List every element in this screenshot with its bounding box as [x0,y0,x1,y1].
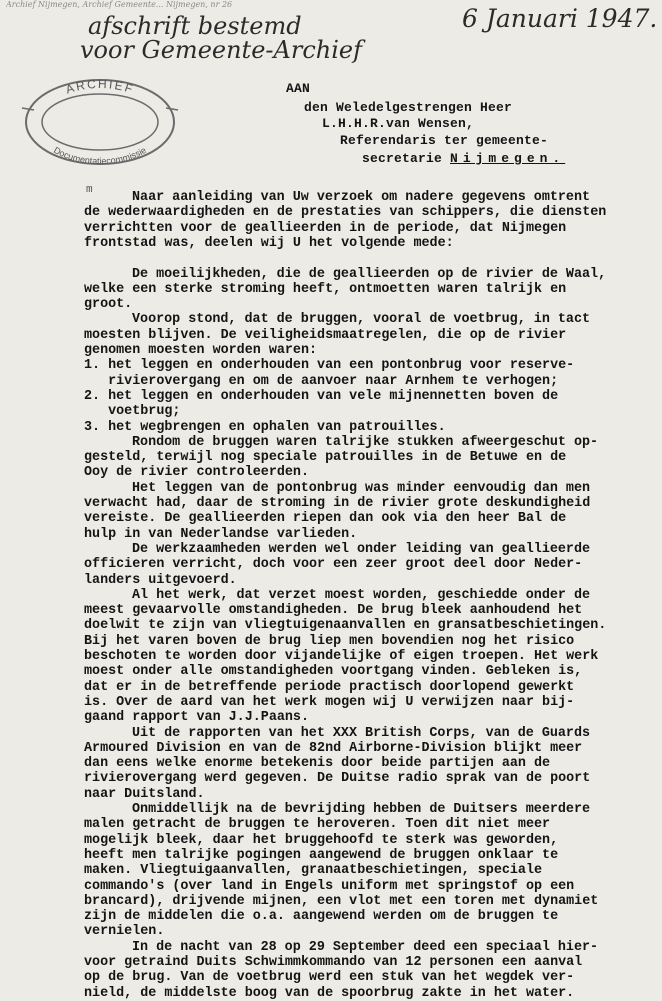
letter-line: Uit de rapporten van het XXX British Corps, van de Guards [132,725,591,741]
letter-line: doelwit te zijn van vliegtuigenaanvallen en gransatbeschietingen. [84,618,607,634]
letter-line: gaand rapport van J.J.Paans. [84,710,309,726]
letter-line: commando's (over land in Engels uniform met springstof op een [84,878,575,894]
archive-stamp [20,72,180,172]
letter-line: Bij het varen boven de brug liep men bovendien nog het risico [84,633,575,649]
letter-line: gesteld, terwijl nog speciale patrouilles in de Betuwe en de [84,450,567,466]
letter-line: Het leggen van de pontonbrug was minder eenvoudig dan men [132,480,591,496]
letter-line: heeft men talrijke pogingen aangewend de bruggen onklaar te [84,847,559,863]
letter-line: Onmiddellijk na de bevrijding hebben de Duitsers meerdere [132,802,591,817]
handwritten-date: 6 Januari 1947. [462,4,658,33]
margin-mark: m [86,184,93,196]
letter-line: officieren verricht, doch voor een zeer groot deel door Neder- [84,557,583,573]
addressee-line-4-prefix: secretarie [362,151,451,166]
handwritten-note-line-1: afschrift bestemd [88,12,302,40]
letter-line: Rondom de bruggen waren talrijke stukken afweergeschut op- [132,434,599,450]
letter-line: moesten blijven. De veiligheidsmaatregelen, die op de rivier [84,327,567,343]
letter-line: mogelijk bleek, daar het bruggehoofd te sterk was geworden, [84,832,559,848]
letter-line: vereiste. De geallieerden riepen dan ook via den heer Bal de [84,511,567,527]
letter-line: 3. het wegbrengen en ophalen van patrouilles. [84,419,446,435]
letter-line: op de brug. Van de voetbrug werd een stuk van het wegdek ver- [84,970,575,986]
letter-line: De moeilijkheden, die de geallieerden op de rivier de Waal, [132,266,607,282]
letter-line: meest gevaarvolle omstandigheden. De brug bleek aanhoudend het [84,603,583,619]
stamp-bottom-text: Documentatiecommissie [51,144,148,167]
letter-line: naar Duitsland. [84,786,205,802]
letter-line: Voorop stond, dat de bruggen, vooral de voetbrug, in tact [132,312,591,328]
letter-line: Ooy de rivier controleerden. [84,465,309,481]
letter-line: Al het werk, dat verzet moest worden, geschiedde onder de [132,587,591,603]
letter-line: de wederwaardigheden en de prestaties van schippers, die diensten [84,205,607,221]
letter-line: hulp in van Nederlandse varlieden. [84,526,358,542]
addressee-line-1: den Weledelgestrengen Heer [304,100,513,115]
letter-line: maken. Vliegtuigaanvallen, granaatbeschietingen, speciale [84,863,543,879]
letter-line: zijn de middelen die o.a. aangewend werden om de bruggen te [84,909,559,925]
letter-line: vernielen. [84,924,165,940]
letter-line: moest onder alle omstandigheden voortgang vinden. Gebleken is, [84,664,583,680]
letter-line: dan eens welke enorme betekenis door beide partijen aan de [84,756,551,772]
letter-line: verrichtten voor de geallieerden in de periode, dat Nijmegen [84,220,567,236]
letter-line: voor getraind Duits Schwimmkommando van 12 personen een aanval [84,955,583,970]
letter-line: In de nacht van 28 op 29 September deed een speciaal hier- [132,939,599,955]
letter-line: Armoured Division en van de 82nd Airborne-Division blijkt meer [84,740,583,756]
letter-line: genomen moesten worden waren: [84,343,318,358]
letter-line: De werkzaamheden werden wel onder leiding van geallieerde [132,541,591,557]
addressee-aan: AAN [286,81,311,96]
letter-line: is. Over de aard van het werk mogen wij U verwijzen naar bij- [84,694,575,710]
stamp-top-text: ARCHIEF [63,76,137,97]
addressee-city: Nijmegen. [450,151,566,166]
letter-line: welke een sterke stroming heeft, ontmoetten waren talrijk en [84,281,567,297]
letter-line: dat er in de betreffende periode practisch doorlopend gewerkt [84,679,575,695]
letter-line: malen getracht de bruggen te heroveren. Toen dit niet meer [84,817,551,833]
letter-line: landers uitgevoerd. [84,572,237,588]
letter-line: verwacht had, daar de stroming in de rivier grote deskundigheid [84,496,591,511]
letter-line: rivierovergang werd gegeven. De Duitse radio sprak van de poort [84,771,591,787]
letter-line: brancard), drijvende mijnen, een vlot met een toren met dynamiet [84,893,599,909]
letter-line: Naar aanleiding van Uw verzoek om nadere gegevens omtrent [132,190,591,205]
letter-line: beschoten te worden door vijandelijke of eigen troepen. Het werk [84,649,599,664]
letter-line: rivierovergang en om de aanvoer naar Arnhem te verhogen; [84,373,559,389]
addressee-line-2: L.H.H.R.van Wensen, [322,116,475,131]
letter-line: groot. [84,297,133,313]
addressee-line-4 [362,151,565,166]
letter-line: 1. het leggen en onderhouden van een pontonbrug voor reserve- [84,358,575,374]
margin-note: Archief Nijmegen, Archief Gemeente... Nijmegen, nr 26 [6,0,233,9]
letter-line: frontstad was, deelen wij U het volgende mede: [84,235,454,251]
letter-line: voetbrug; [84,404,181,420]
addressee-line-3: Referendaris ter gemeente- [340,133,549,148]
letter-line: nield, de middelste boog van de spoorbrug zakte in het water. [84,985,575,1001]
handwritten-note-line-2: voor Gemeente-Archief [80,36,362,64]
letter-line: 2. het leggen en onderhouden van vele mijnennetten boven de [84,388,559,404]
